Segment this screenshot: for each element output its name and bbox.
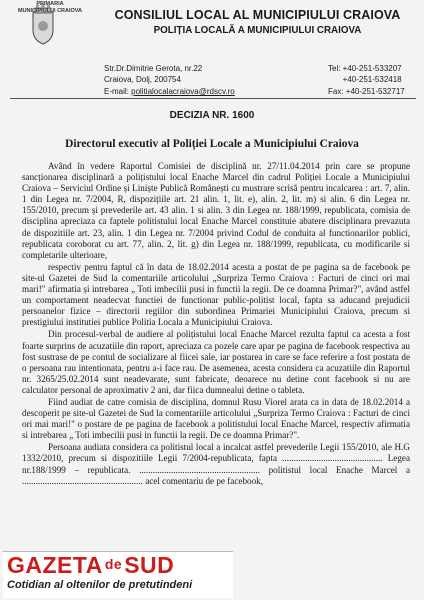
fax-line (328, 86, 405, 97)
fax-number: +40-251-532717 (345, 86, 405, 96)
city-line: Craiova, Dolj, 200754 (104, 75, 181, 85)
email-link[interactable]: politialocalacraiova@rdscv.ro (131, 86, 235, 96)
decision-title: DECIZIA NR. 1600 (169, 110, 255, 121)
email-label: E-mail: (104, 86, 132, 96)
phone-block (328, 63, 405, 97)
paragraph-2: respectiv pentru faptul că în data de 18.02.2014 acesta a postat de pe pagina sa de facebook pe site-ul Gazetei de Sud la comentariile articolului „Surpriza Termo Craiova : Facturi de cinci ori mai mari!" afirmatia și intrebarea „ Toti imbecilii pusi in functii la regii. De ce doamna Primar?", având astfel un comportament neadecvat functiei de functionar public-politist local, fapta sa aducand prejudicii persoanelor fizice – directorii regiilor din subordinea Primariei Municipiului Craiova, precum si prestigiului institutiei publice Politia Locala a Municipiului Craiova. (22, 261, 410, 328)
tel-number-2: +40-251-532418 (342, 75, 402, 85)
paragraph-5: Persoana audiata considera ca politistul local a incalcat astfel prevederile Legii 155/2010, ale H.G 1332/2010, precum si dispozitiile Legii 7/2004-republicata, fapta ............................................ Legea nr.188/1999 – republicata. ..................................................... politistul local Enache Marcel a ..................................................... acel comentariu de pe facebook, (22, 442, 410, 486)
paragraph-1: Având în vedere Raportul Comisiei de disciplină nr. 27/11.04.2014 prin care se propune sancționarea disciplinară a polițistului local Enache Marcel din cadrul Poliției Locale a Municipiului Craiova – Serviciul Ordine și Liniște Publică Românești cu mustrare scrisă pentru incalcarea : art. 7, alin. 1 din Legea nr. 7/2004, R, dispozițiile art. 21 alin. 1, lit. e), alin. 2, lit. m) si alin. 6 din Legea nr. 155/2010, precum și prevederile art. 43 alin. 1 si alin. 3 din Legea nr. 188/1999, republicata, comisia de disciplina apreciaza ca faptele politistului local Enache Marcel constituie abatere disciplinara prevazuta de dispozitiile art. 23, alin. 1 din Legea nr. 7/2004 privind Codul de conduita al functionarilor publici, republicata coroborat cu art. 77, alin. 2, lit. g) din Legea nr. 188/1999, republicata, cu modificarile si completarile ulterioare, (22, 161, 410, 260)
tel-line-2 (328, 74, 405, 85)
tel-label: Tel: (328, 64, 343, 73)
logo-word-2: de (104, 556, 123, 572)
fax-label: Fax: (328, 86, 346, 96)
street-line: Str.Dr.Dimitrie Gerota, nr.22 (104, 64, 203, 73)
header-divider (10, 98, 416, 99)
logo-word-3: SUD (124, 552, 175, 578)
police-subtitle: POLIȚIA LOCALĂ A MUNICIPIULUI CRAIOVA (153, 25, 362, 36)
newspaper-logo (7, 552, 174, 579)
newspaper-watermark (3, 551, 233, 598)
municipality-line1: PRIMARIA (36, 1, 64, 7)
tel-number-1: +40-251-533207 (342, 64, 402, 73)
municipality-line2: MUNICIPIULUI CRAIOVA (17, 7, 83, 14)
email-line (104, 86, 235, 97)
paragraph-4: Fiind audiat de catre comisia de disciplina, domnul Rusu Viorel arata ca in data de 18.02.2014 a descoperit pe site-ul Gazetei de Sud la comentariile articolului „Surpriza Termo Craiova : Facturi de cinci ori mai mari!" o postare de pe pagina de facebook a politistului local Enache Marcel, respectiv afirmatia si intrebarea „ Toti imbecilii pusi in functii la regii. De ce doamna Primar?". (22, 396, 410, 441)
decision-subject: Directorul executiv al Poliției Locale a Municipiului Craiova (65, 138, 359, 150)
newspaper-tagline: Cotidian al oltenilor de pretutindeni (7, 579, 193, 591)
municipality-label (10, 1, 90, 14)
logo-word-1: GAZETA (7, 552, 103, 578)
decision-body (22, 161, 410, 488)
tel-line-1 (328, 63, 405, 74)
paragraph-3: Din procesul-verbal de audiere al polițistului local Enache Marcel rezulta faptul ca acesta a fost foarte surprins de acuzatiile din raport, apreciaza ca pozele care apar pe pagina de facebook respectiva au fost sustrase de pe contul de socializare al fiicei sale, iar postarea in care se face referire a fost postata de o persoana rau intentionata, pentru a-i face rau. De asemenea, acesta considera ca acuzatiile din Raportul nr. 3265/25.02.2014 sunt neadevarate, sunt fabricate, deoarece nu detine cont facebook si nu are calculator personal de aproximativ 2 ani, dar fiica dumnealui detine o tableta. (22, 329, 410, 395)
council-title: CONSILIUL LOCAL AL MUNICIPIULUI CRAIOVA (114, 8, 401, 22)
address-block (104, 63, 235, 97)
